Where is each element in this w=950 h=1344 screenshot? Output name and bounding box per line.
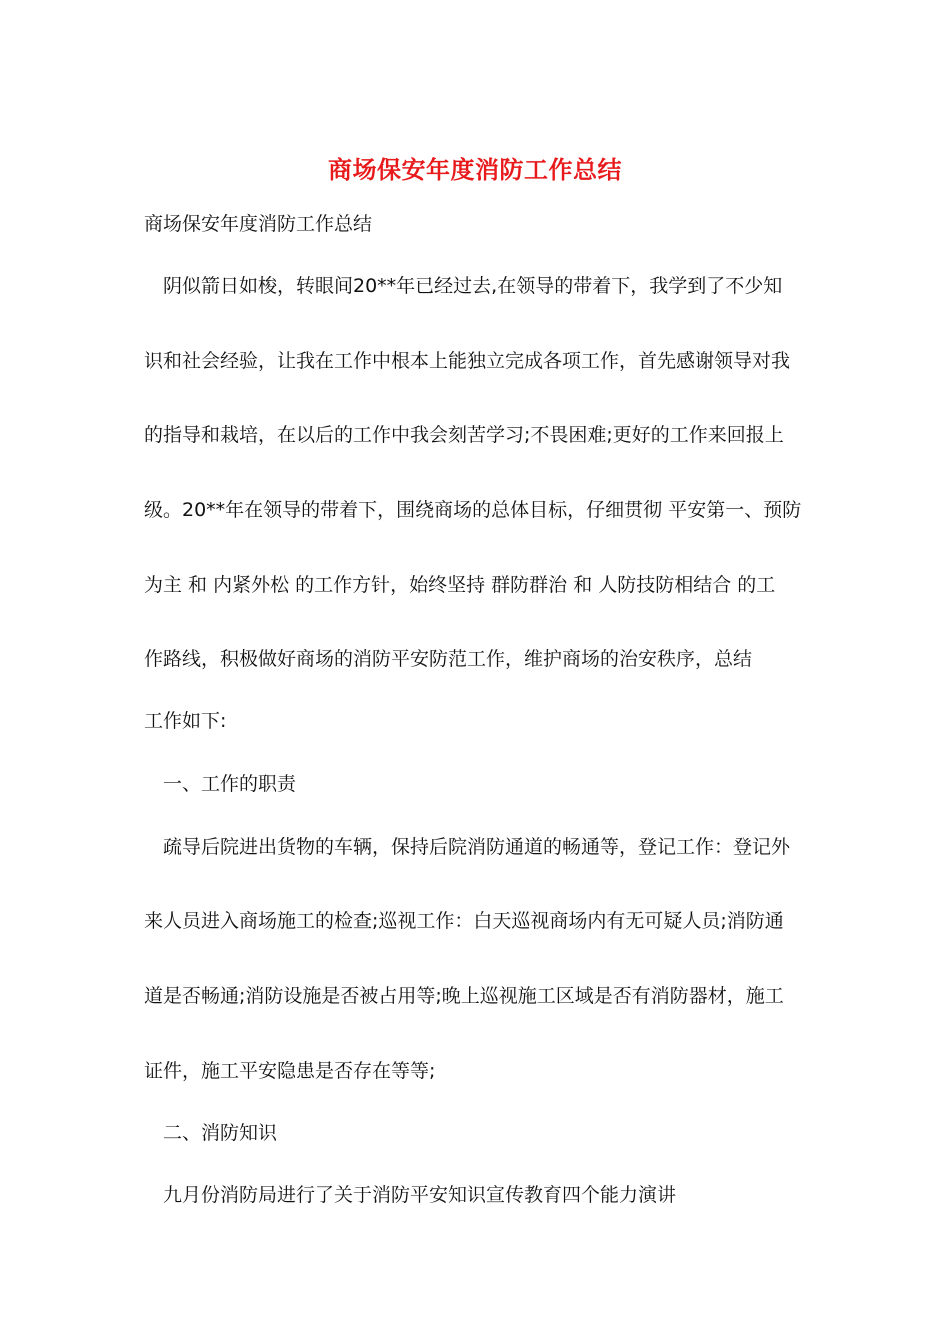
paragraph-line: 级。20**年在领导的带着下，围绕商场的总体目标，仔细贯彻 平安第一、预防 xyxy=(144,499,802,521)
section-heading: 一、工作的职责 xyxy=(163,773,297,795)
paragraph-line: 阴似箭日如梭，转眼间20**年已经过去,在领导的带着下，我学到了不少知 xyxy=(163,275,783,297)
paragraph-line: 疏导后院进出货物的车辆，保持后院消防通道的畅通等，登记工作：登记外 xyxy=(163,836,791,858)
document-subtitle: 商场保安年度消防工作总结 xyxy=(144,213,373,235)
paragraph-line: 道是否畅通;消防设施是否被占用等;晚上巡视施工区域是否有消防器材，施工 xyxy=(144,985,784,1007)
paragraph-line: 的指导和栽培，在以后的工作中我会刻苦学习;不畏困难;更好的工作来回报上 xyxy=(144,424,784,446)
paragraph-line: 九月份消防局进行了关于消防平安知识宣传教育四个能力演讲 xyxy=(163,1184,677,1206)
document-title: 商场保安年度消防工作总结 xyxy=(328,155,622,184)
paragraph-line: 识和社会经验，让我在工作中根本上能独立完成各项工作，首先感谢领导对我 xyxy=(144,350,791,372)
paragraph-line: 为主 和 内紧外松 的工作方针，始终坚持 群防群治 和 人防技防相结合 的工 xyxy=(144,574,776,596)
paragraph-line: 证件，施工平安隐患是否存在等等; xyxy=(144,1060,436,1082)
paragraph-line: 作路线，积极做好商场的消防平安防范工作，维护商场的治安秩序，总结 xyxy=(144,648,753,670)
paragraph-line: 来人员进入商场施工的检查;巡视工作：白天巡视商场内有无可疑人员;消防通 xyxy=(144,910,784,932)
paragraph-line: 工作如下: xyxy=(144,710,227,732)
section-heading: 二、消防知识 xyxy=(163,1122,278,1144)
